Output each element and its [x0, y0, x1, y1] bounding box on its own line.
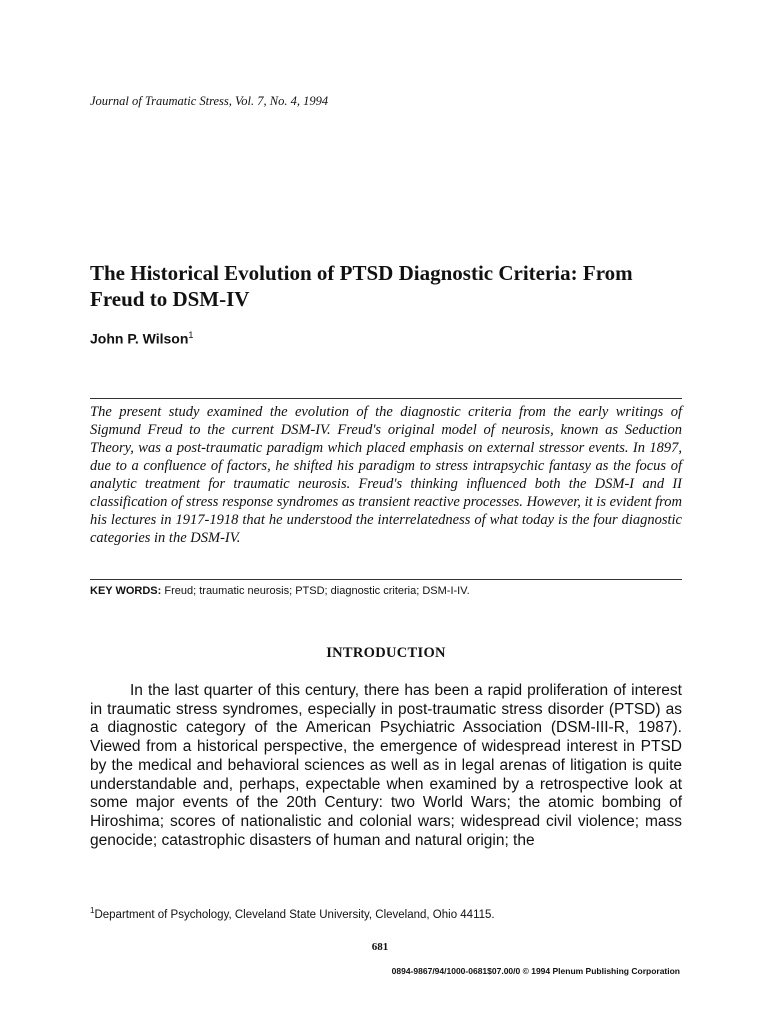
keywords-list: Freud; traumatic neurosis; PTSD; diagnostic criteria; DSM-I-IV.	[164, 585, 470, 597]
article-author	[90, 330, 193, 347]
article-title: The Historical Evolution of PTSD Diagnostic Criteria: From Freud to DSM-IV	[90, 261, 633, 311]
keywords-line	[90, 585, 690, 597]
journal-citation: Journal of Traumatic Stress, Vol. 7, No. 4, 1994	[90, 94, 329, 108]
footnote-mark: 1	[90, 906, 95, 915]
author-name: John P. Wilson	[90, 330, 189, 347]
abstract-top-rule	[90, 398, 682, 399]
copyright-line: 0894-9867/94/1000-0681$07.00/0 © 1994 Plenum Publishing Corporation	[391, 966, 680, 976]
keywords-label: KEY WORDS:	[90, 585, 162, 597]
abstract-text: The present study examined the evolution of the diagnostic criteria from the early writings of Sigmund Freud to the current DSM-IV. Freud's original model of neurosis, known as Seduction Theory, was a post-traumatic paradigm which placed emphasis on external stressor events. In 1897, due to a confluence of factors, he shifted his paradigm to stress intrapsychic fantasy as the focus of analytic treatment for traumatic neurosis. Freud's thinking influenced both the DSM-I and II classification of stress response syndromes as transient reactive processes. However, it is evident from his lectures in 1917-1918 that he understood the interrelatedness of what today is the four diagnostic categories in the DSM-IV.	[90, 404, 682, 546]
abstract-bottom-rule	[90, 579, 682, 580]
introduction-paragraph: In the last quarter of this century, there has been a rapid proliferation of interest in traumatic stress syndromes, especially in post-traumatic stress disorder (PTSD) as a diagnostic category of the American Psychiatric Association (DSM-III-R, 1987). Viewed from a historical perspective, the emergence of widespread interest in PTSD by the medical and behavioral sciences as well as in legal arenas of litigation is quite understandable and, perhaps, expectable when examined by a retrospective look at some major events of the 20th Century: two World Wars; the atomic bombing of Hiroshima; scores of nationalistic and colonial wars; widespread civil violence; mass genocide; catastrophic disasters of human and natural origin; the	[90, 682, 682, 849]
author-footnote-mark: 1	[188, 330, 194, 340]
footnote	[90, 906, 690, 921]
page-number: 681	[371, 941, 389, 953]
introduction-heading: INTRODUCTION	[326, 645, 446, 661]
footnote-text: Department of Psychology, Cleveland State University, Cleveland, Ohio 44115.	[94, 908, 495, 921]
